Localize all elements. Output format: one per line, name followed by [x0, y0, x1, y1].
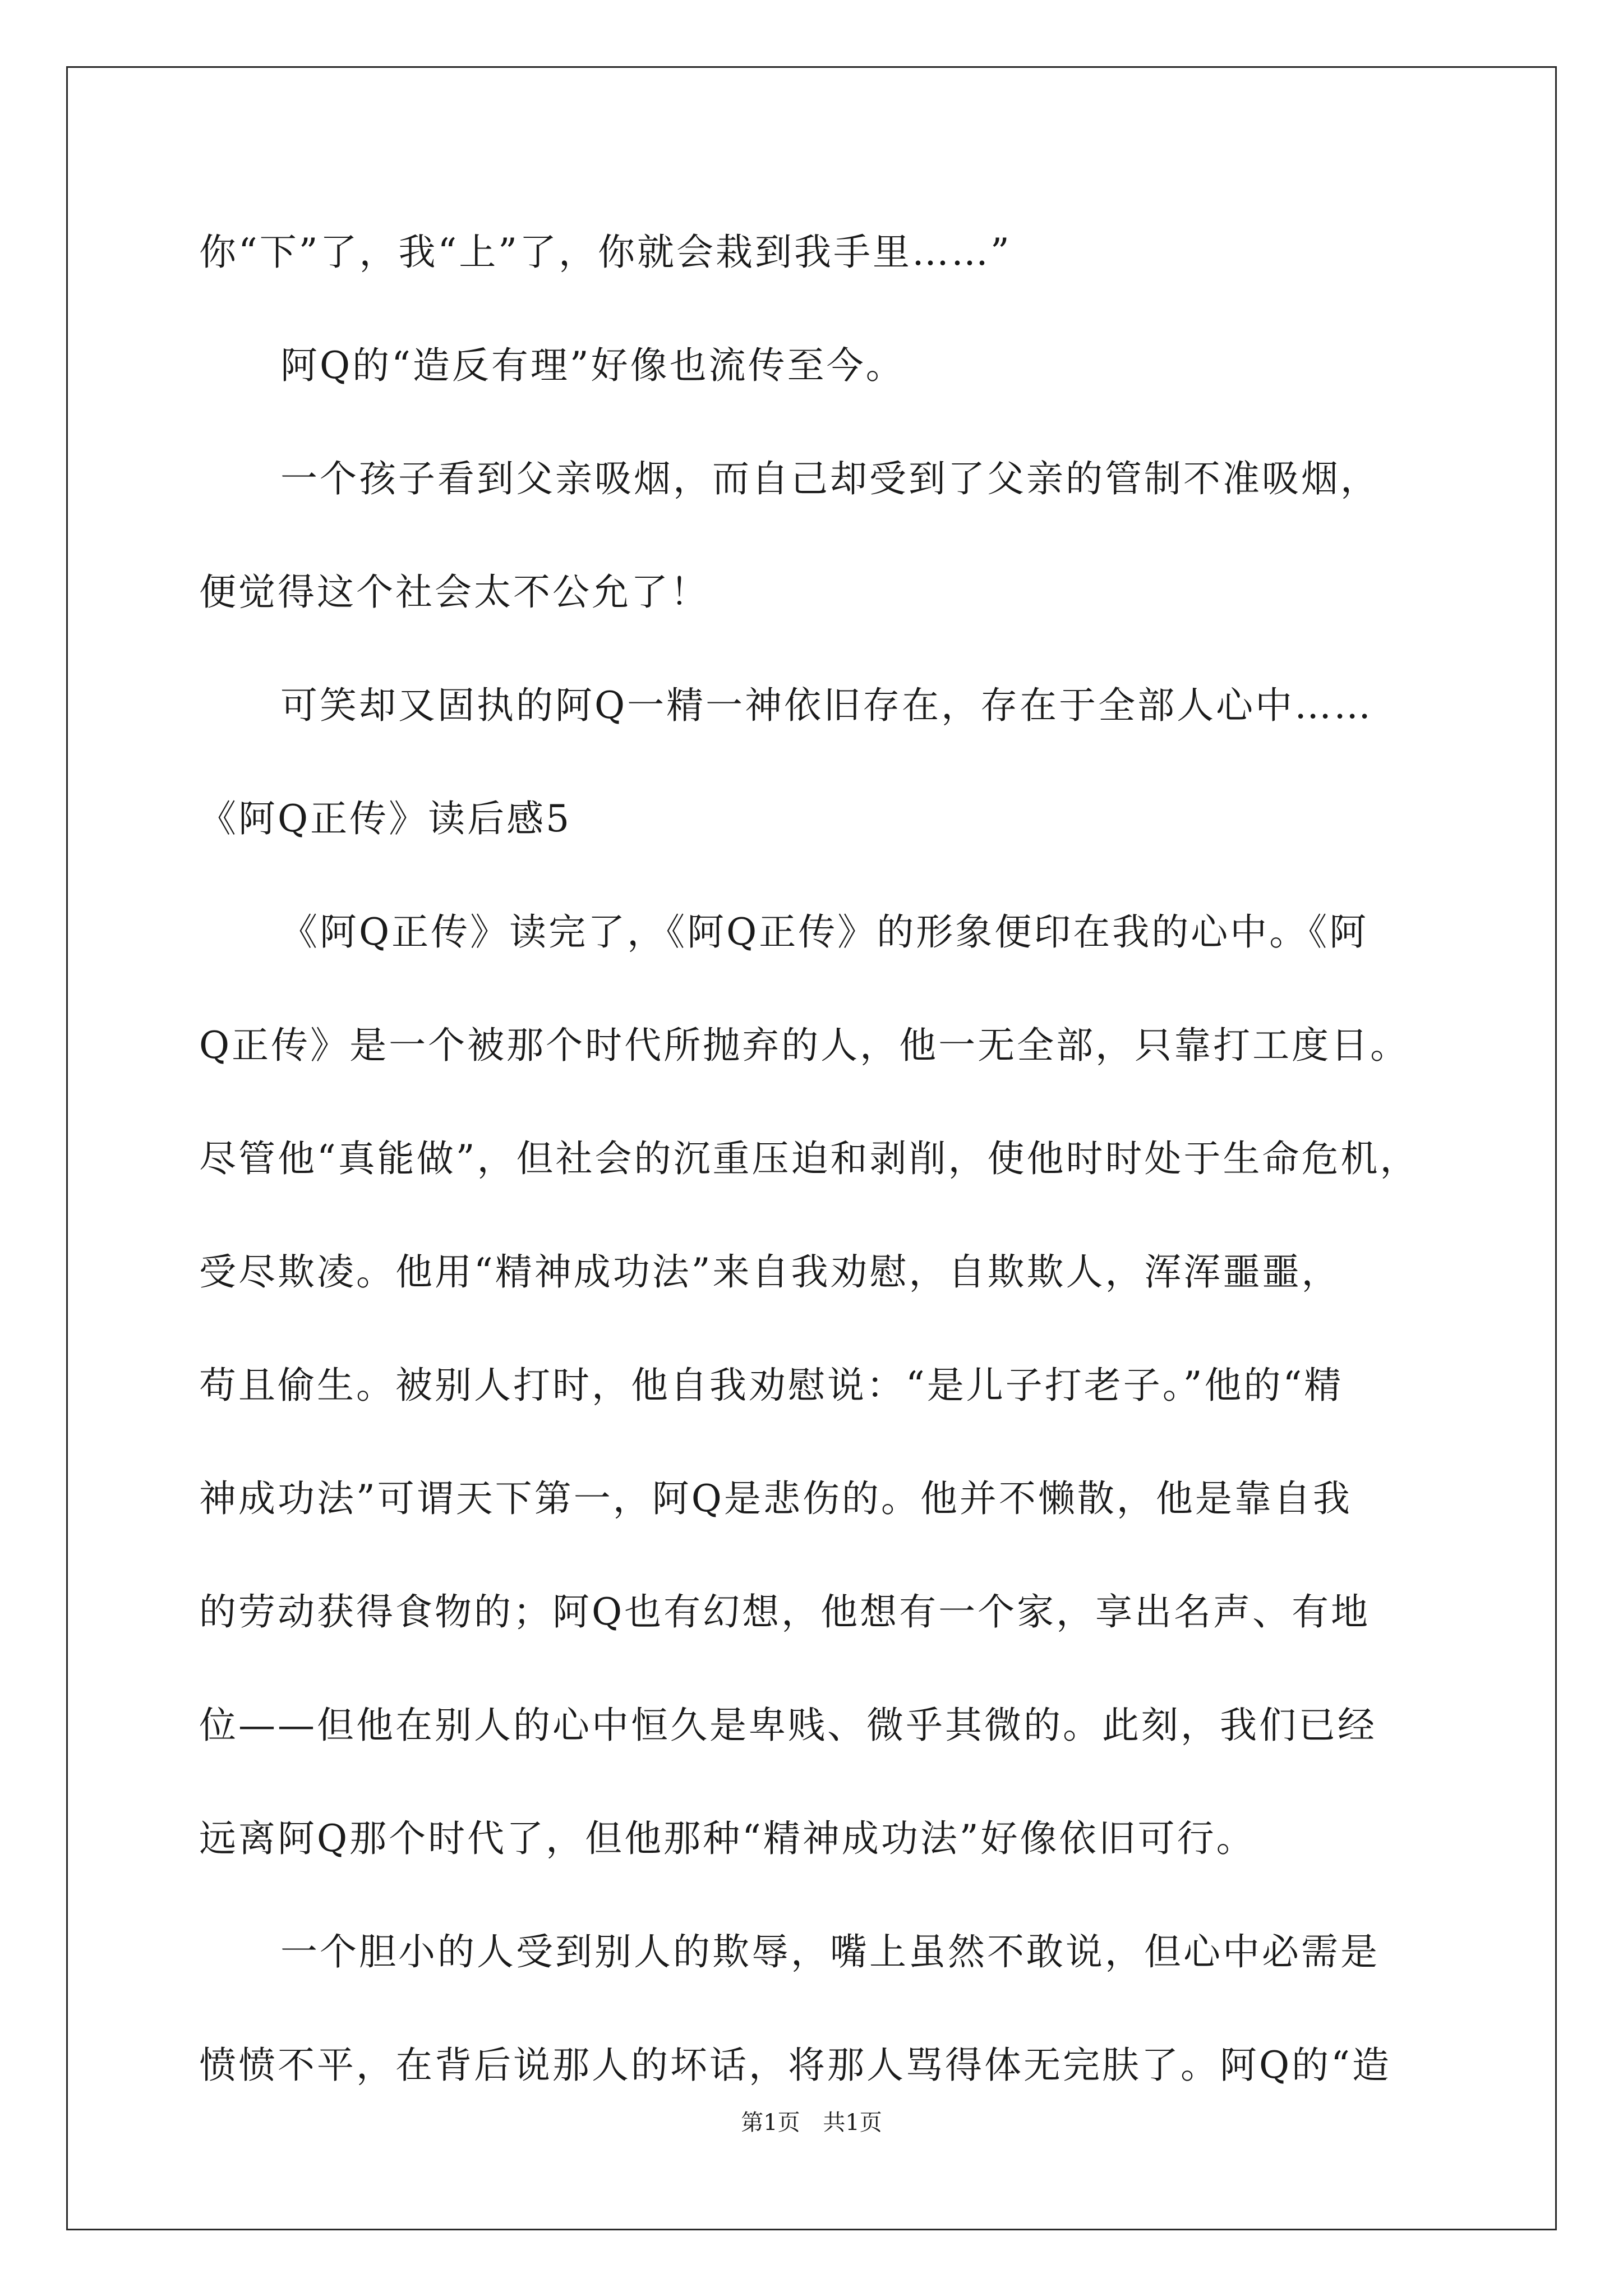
text-line: 位——但他在别人的心中恒久是卑贱、微乎其微的。此刻，我们已经 — [199, 1704, 1377, 1747]
text-line: 愤愤不平，在背后说那人的坏话，将那人骂得体无完肤了。阿Q的“造 — [199, 2044, 1391, 2087]
text-line: 你“下”了，我“上”了，你就会栽到我手里……” — [199, 231, 1012, 274]
text-line: 尽管他“真能做”，但社会的沉重压迫和剥削，使他时时处于生命危机， — [199, 1137, 1419, 1180]
document-body — [199, 208, 1467, 2134]
text-line: 受尽欺凌。他用“精神成功法”来自我劝慰，自欺欺人，浑浑噩噩， — [199, 1250, 1341, 1294]
text-line: 《阿Q正传》读完了，《阿Q正传》的形象便印在我的心中。《阿 — [280, 910, 1369, 954]
page-number: 第1页 — [741, 2110, 800, 2136]
text-line: Q正传》是一个被那个时代所抛弃的人，他一无全部，只靠打工度日。 — [199, 1024, 1410, 1067]
text-line: 一个胆小的人受到别人的欺辱，嘴上虽然不敢说，但心中必需是 — [280, 1930, 1380, 1973]
page-total: 共1页 — [823, 2110, 882, 2136]
text-line: 阿Q的“造反有理”好像也流传至今。 — [280, 344, 905, 387]
text-line: 神成功法”可谓天下第一，阿Q是悲伤的。他并不懒散，他是靠自我 — [199, 1477, 1352, 1520]
text-line: 的劳动获得食物的；阿Q也有幻想，他想有一个家，享出名声、有地 — [199, 1590, 1371, 1634]
text-line: 苟且偷生。被别人打时，他自我劝慰说：“是儿子打老子。”他的“精 — [199, 1364, 1344, 1407]
text-line: 可笑却又固执的阿Q一精一神依旧存在，存在于全部人心中…… — [280, 684, 1373, 727]
text-line: 一个孩子看到父亲吸烟，而自己却受到了父亲的管制不准吸烟， — [280, 457, 1380, 500]
page-footer — [0, 2105, 1623, 2137]
text-line: 远离阿Q那个时代了，但他那种“精神成功法”好像依旧可行。 — [199, 1817, 1256, 1860]
text-line: 便觉得这个社会太不公允了！ — [199, 570, 709, 614]
section-heading: 《阿Q正传》读后感5 — [199, 797, 572, 840]
